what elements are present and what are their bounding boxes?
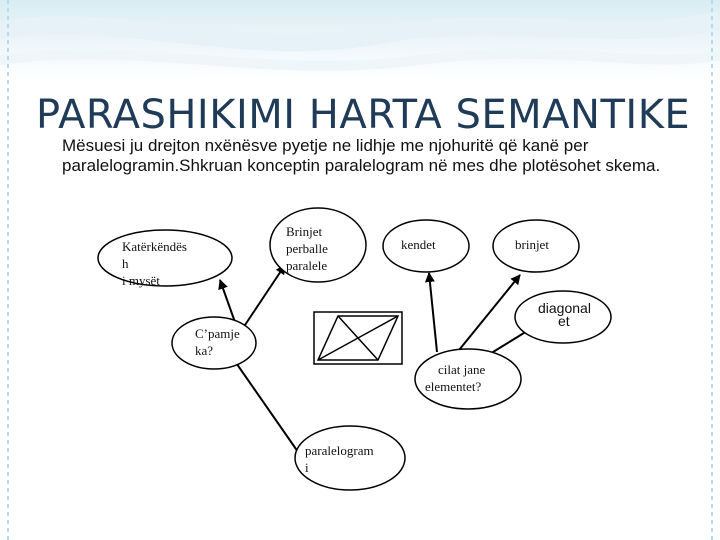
arrow-to-brinjet-perballe — [245, 265, 285, 325]
svg-text:Brinjet — [286, 224, 322, 239]
slide-title: PARASHIKIMI HARTA SEMANTIKE — [36, 92, 691, 138]
arrow-to-brinjet — [455, 275, 520, 355]
svg-text:cilat jane — [438, 362, 486, 377]
svg-text:Katërkëndës — [122, 239, 187, 254]
svg-text:paralelogram — [305, 443, 374, 458]
brinjet-label: brinjet — [515, 237, 549, 252]
svg-text:kendet — [401, 237, 436, 252]
node-kendet — [383, 220, 469, 272]
cpamje-line-2: ka? — [195, 343, 214, 358]
svg-text:brinjet — [515, 237, 549, 252]
arrow-to-kendet — [429, 273, 437, 352]
node-diagonalet — [515, 291, 611, 343]
svg-text:perballe — [286, 241, 328, 256]
paralelogram-line-1: paralelogram — [305, 443, 374, 458]
node-cilat-jane-elementet — [415, 349, 521, 409]
cilat-line-1: cilat jane — [438, 362, 486, 377]
node-brinjet — [493, 220, 579, 272]
arrow-to-cpamje — [232, 357, 305, 462]
svg-text:i — [305, 460, 309, 475]
brinjet-perballe-line-3: paralele — [286, 258, 328, 273]
kendet-label: kendet — [401, 237, 436, 252]
katerkendesh-line-1: Katërkëndës — [122, 239, 187, 254]
svg-text:paralele — [286, 258, 327, 273]
svg-text:elementet? — [425, 379, 482, 394]
svg-text:et — [558, 313, 570, 329]
svg-text:C’pamje — [195, 326, 240, 341]
brinjet-perballe-line-1: Brinjet — [286, 224, 323, 239]
katerkendesh-line-2: h — [122, 256, 129, 271]
svg-text:i mysët — [122, 273, 160, 288]
svg-text:ka? — [195, 343, 213, 358]
parallelogram-icon — [314, 312, 402, 364]
katerkendesh-line-3: i mysët — [122, 273, 160, 288]
brinjet-perballe-line-2: perballe — [286, 241, 328, 256]
node-paralelogram — [295, 426, 405, 490]
node-katerkendesh — [98, 230, 232, 288]
node-brinjet-perballe — [270, 208, 366, 282]
paralelogram-line-2: i — [305, 460, 309, 475]
diagonalet-line-1: diagonal — [538, 300, 591, 316]
instruction-text: Mësuesi ju drejton nxënësve pyetje ne lidhje me njohuritë që kanë per paralelogramin.Shkruan konceptin paralelogram në mes dhe plotësohet skema. — [62, 136, 661, 175]
cilat-line-2: elementet? — [425, 379, 482, 394]
node-cpamje — [172, 317, 256, 369]
svg-text:h — [122, 256, 129, 271]
diagonalet-line-2: et — [558, 313, 570, 329]
cpamje-line-1: C’pamje — [195, 326, 240, 341]
